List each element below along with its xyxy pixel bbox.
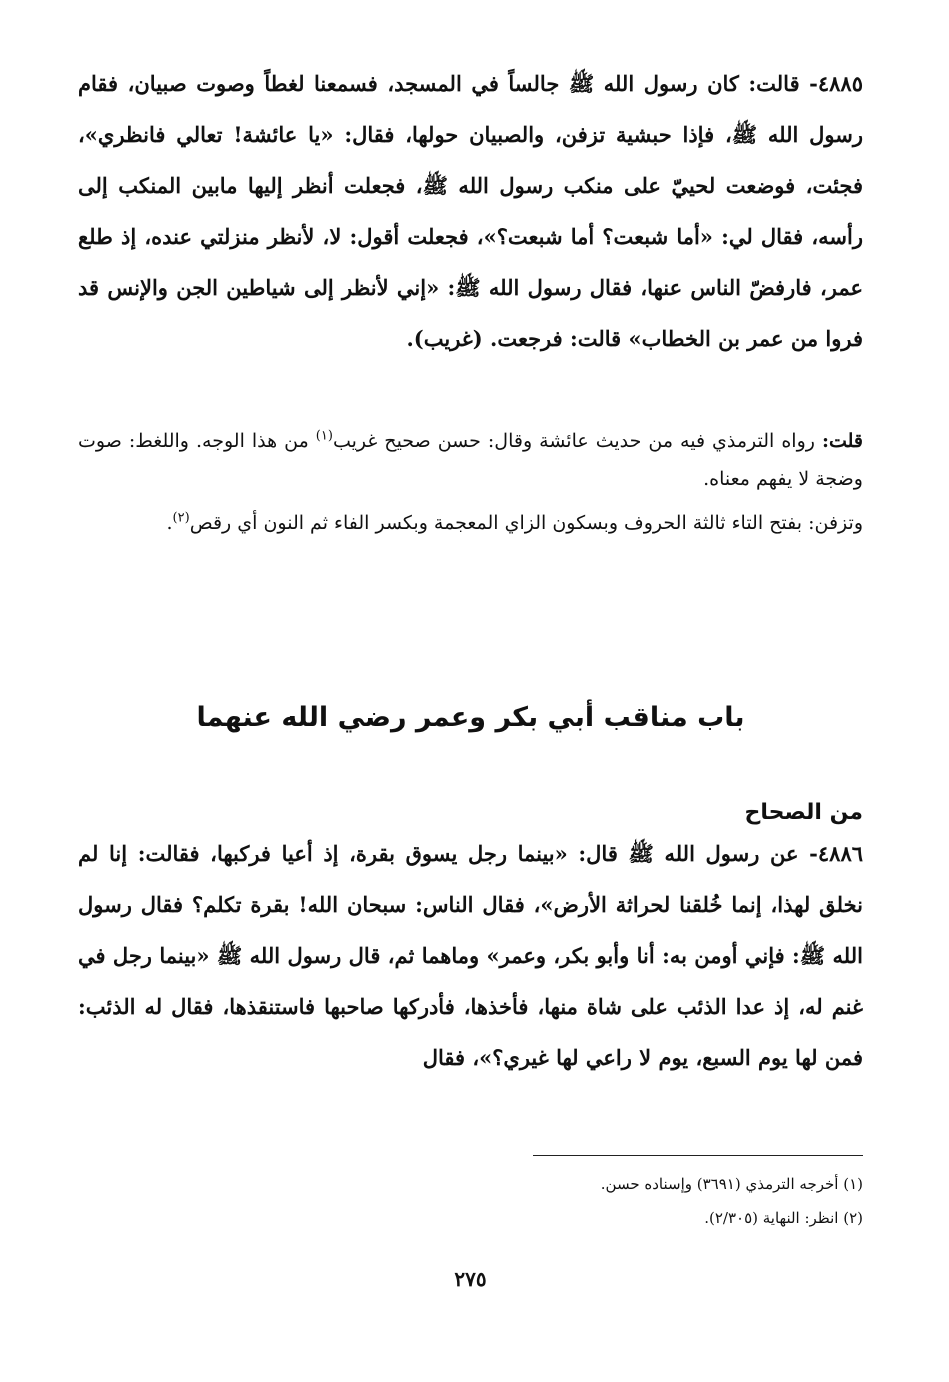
commentary-text-1a: رواه الترمذي فيه من حديث عائشة وقال: حسن صحيح غريب xyxy=(332,430,815,452)
footnote-1: (١) أخرجه الترمذي (٣٦٩١) وإسناده حسن. xyxy=(600,1175,863,1193)
footnote-ref-1[interactable]: (١) xyxy=(315,428,333,444)
commentary xyxy=(78,422,863,548)
hadith-text: قالت: كان رسول الله ﷺ جالساً في المسجد، فسمعنا لغطاً وصوت صبيان، فقام رسول الله ﷺ، فإذا حبشية تزفن، والصبيان حولها، فقال: «يا عائشة! تعالي فانظري»، فجئت، فوضعت لحييّ على منكب رسول الله ﷺ، فجعلت أنظر إليها مابين المنكب إلى رأسه، فقال لي: «أما شبعت؟ أما شبعت؟»، فجعلت أقول: لا، لأنظر منزلتي عنده، إذ طلع عمر، فارفضّ الناس عنها، فقال رسول الله ﷺ: «إني لأنظر إلى شياطين الجن والإنس قد فروا من عمر بن الخطاب» قالت: فرجعت. (غريب). xyxy=(78,71,863,351)
section-title: من الصحاح xyxy=(744,800,863,825)
commentary-paragraph-2 xyxy=(78,504,863,542)
commentary-text-1b: من هذا الوجه. واللغط: صوت وضجة لا يفهم معناه. xyxy=(78,430,863,490)
book-page xyxy=(78,0,863,1382)
commentary-text-2-end: . xyxy=(166,512,173,534)
footnote-ref-2[interactable]: (٢) xyxy=(172,510,190,526)
footnote-2: (٢) انظر: النهاية (٢/٣٠٥). xyxy=(704,1209,863,1227)
hadith-number: ٤٨٨٥- xyxy=(809,71,863,96)
page-number: ٢٧٥ xyxy=(454,1267,487,1291)
footnote-divider xyxy=(533,1155,863,1156)
hadith-4885 xyxy=(78,58,863,364)
commentary-text-2: وتزفن: بفتح التاء ثالثة الحروف وبسكون الزاي المعجمة وبكسر الفاء ثم النون أي رقص xyxy=(189,512,863,534)
hadith-4886 xyxy=(78,828,863,1083)
commentary-lead: قلت: xyxy=(821,430,863,452)
hadith-text: عن رسول الله ﷺ قال: «بينما رجل يسوق بقرة، إذ أعيا فركبها، فقالت: إنا لم نخلق لهذا، إنما خُلقنا لحراثة الأرض»، فقال الناس: سبحان الله! بقرة تكلم؟ فقال رسول الله ﷺ: فإني أومن به: أنا وأبو بكر، وعمر» وماهما ثم، قال رسول الله ﷺ «بينما رجل في غنم له، إذ عدا الذئب على شاة منها، فأخذها، فأدركها صاحبها فاستنقذها، فقال له الذئب: فمن لها يوم السبع، يوم لا راعي لها غيري؟»، فقال xyxy=(78,841,863,1070)
hadith-number: ٤٨٨٦- xyxy=(809,841,864,866)
footnotes xyxy=(78,1167,863,1235)
commentary-paragraph-1 xyxy=(78,422,863,498)
chapter-title: باب مناقب أبي بكر وعمر رضي الله عنهما xyxy=(196,702,745,733)
